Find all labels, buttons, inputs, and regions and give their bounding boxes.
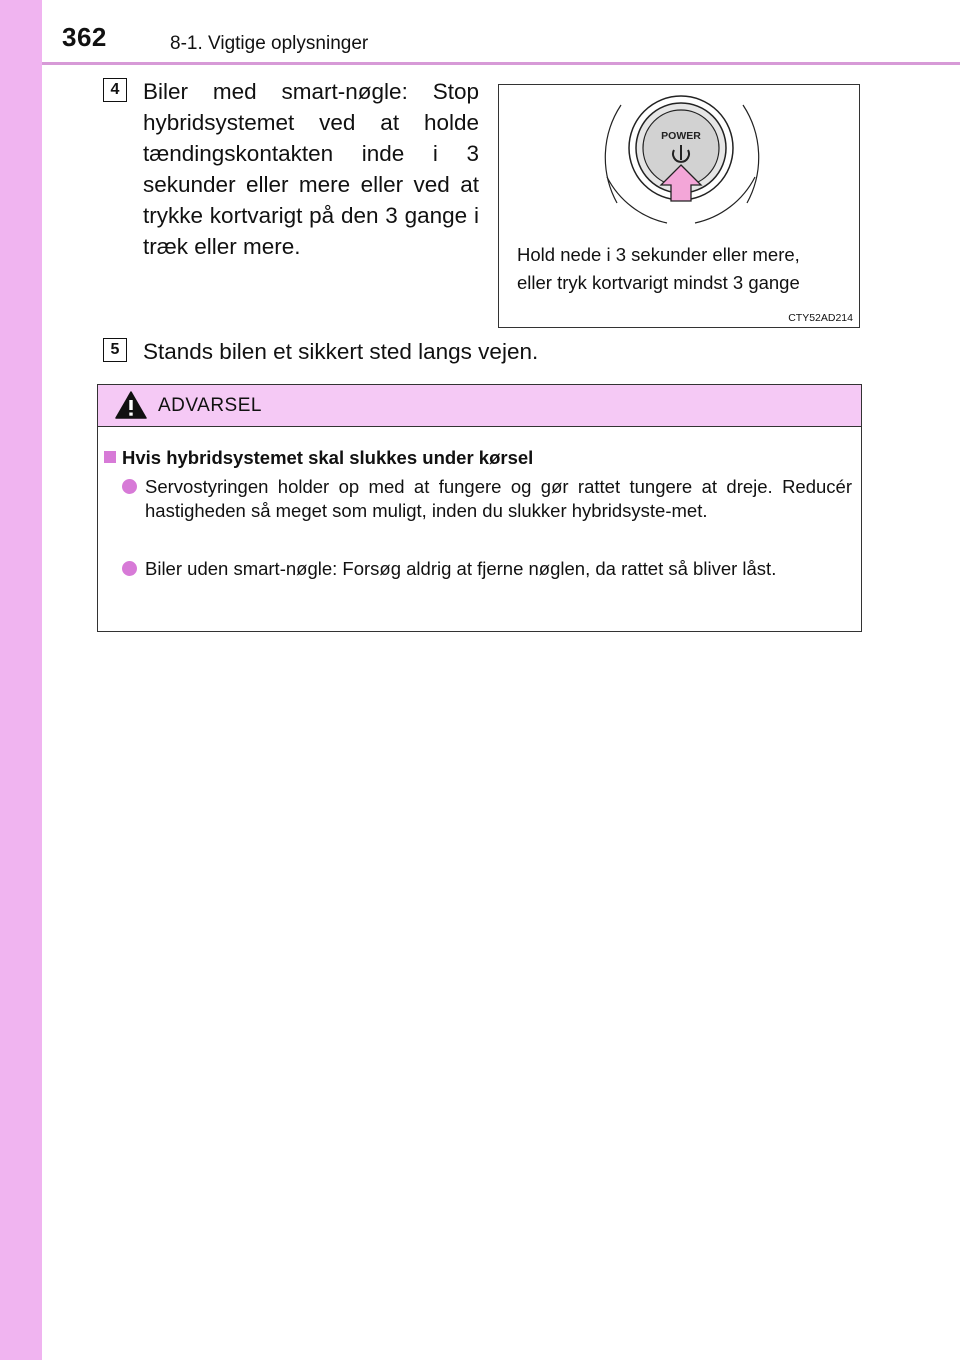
page-sidebar-band <box>0 0 42 1360</box>
warning-header <box>98 385 861 427</box>
warning-bullet <box>122 475 852 523</box>
step-badge-5: 5 <box>103 338 127 362</box>
step-badge-4: 4 <box>103 78 127 102</box>
figure-caption-line-1: Hold nede i 3 sekunder eller mere, <box>517 244 800 265</box>
warning-heading <box>104 447 533 469</box>
warning-heading-text: Hvis hybridsystemet skal slukkes under kørsel <box>122 447 534 468</box>
power-button-label: POWER <box>661 130 701 142</box>
page-number: 362 <box>62 22 107 52</box>
square-bullet-icon <box>104 451 116 463</box>
step-4-text: Biler med smart-nøgle: Stop hybridsystemet ved at holde tændingskontakten inde i 3 sekunder eller mere eller ved at trykke kortvarigt på den 3 gange i træk eller mere. <box>143 79 479 259</box>
warning-triangle-icon <box>114 390 148 420</box>
bullet-dot-icon <box>122 479 137 494</box>
figure-caption-line-2: eller tryk kortvarigt mindst 3 gange <box>517 272 800 293</box>
step-5-text: Stands bilen et sikkert sted langs vejen. <box>143 339 539 364</box>
warning-label: ADVARSEL <box>158 395 262 416</box>
warning-bullet-text: Servostyringen holder op med at fungere og gør rattet tungere at dreje. Reducér hastigheden så meget som muligt, inden du slukker hybridsyste-met. <box>145 476 852 521</box>
section-title: 8-1. Vigtige oplysninger <box>170 33 369 54</box>
warning-bullet <box>122 557 852 581</box>
figure-code: CTY52AD214 <box>788 312 853 324</box>
header-divider <box>42 62 960 65</box>
figure-caption <box>517 241 857 297</box>
bullet-dot-icon <box>122 561 137 576</box>
power-button-figure <box>498 84 860 328</box>
warning-box <box>97 384 862 632</box>
warning-bullet-text: Biler uden smart-nøgle: Forsøg aldrig at fjerne nøglen, da rattet så bliver låst. <box>145 558 777 579</box>
